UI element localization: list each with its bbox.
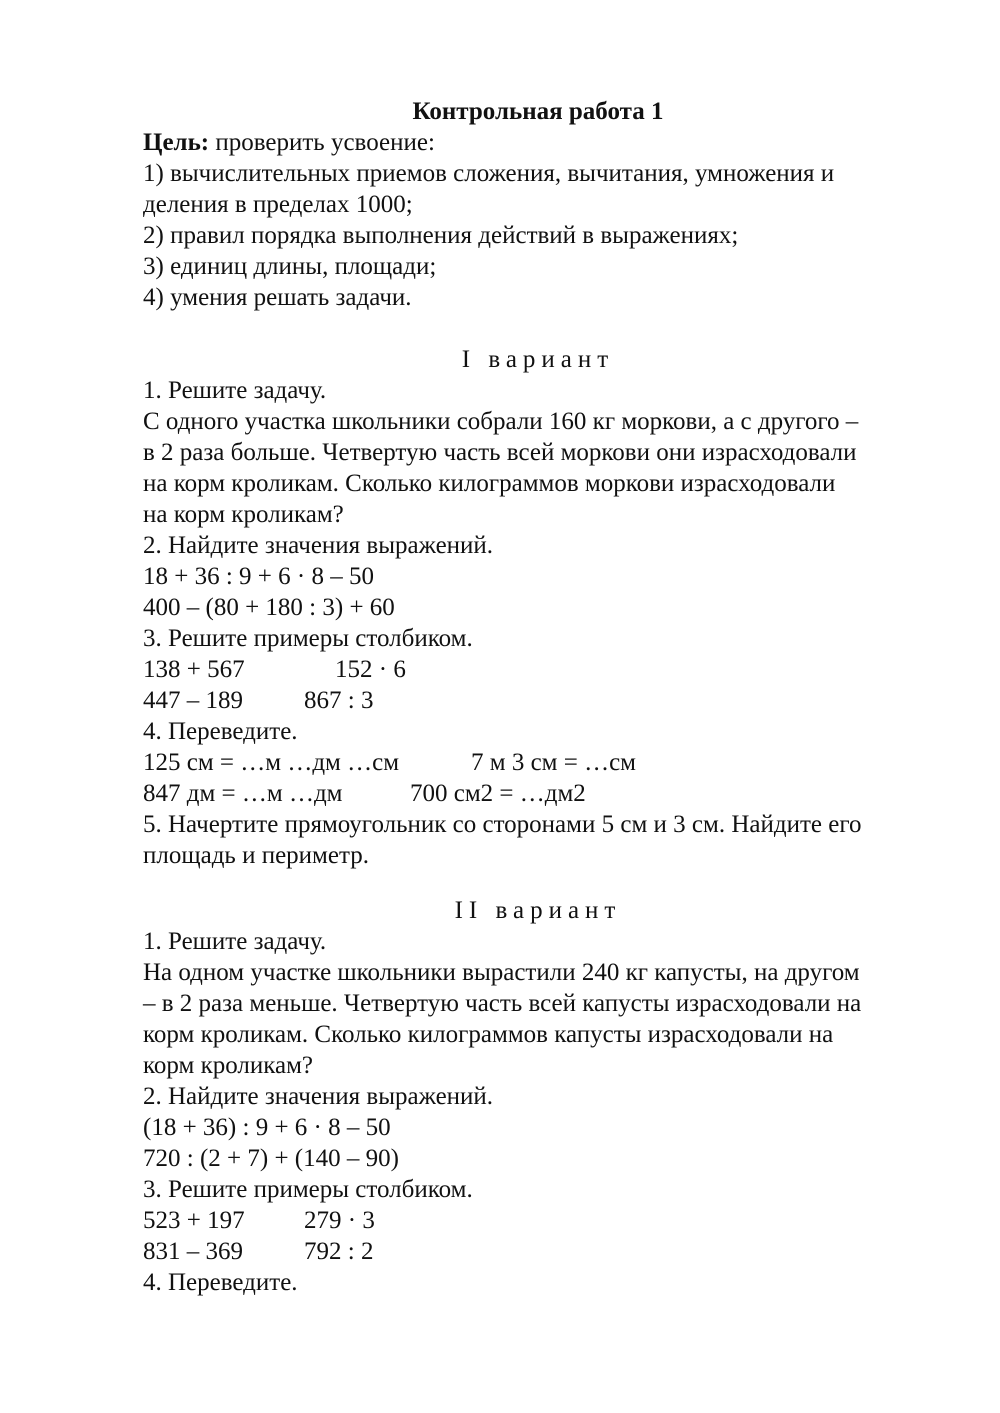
v1-task3-row1 — [143, 654, 933, 685]
v2-task1-line: корм кроликам? — [143, 1052, 314, 1079]
v1-task1-line: в 2 раза больше. Четвертую часть всей моркови они израсходовали — [143, 439, 857, 466]
goal-item-1: 1) вычислительных приемов сложения, вычитания, умножения и — [143, 160, 835, 187]
v2-task1-label: 1. Решите задачу. — [143, 928, 327, 955]
v1-task4-label: 4. Переведите. — [143, 718, 298, 745]
variant2-heading: II вариант — [454, 897, 622, 924]
v1-task5-line1: 5. Начертите прямоугольник со сторонами 5 см и 3 см. Найдите его — [143, 811, 862, 838]
goal-text: проверить усвоение: — [209, 129, 435, 156]
v1-task4-conv-c: 847 дм = …м …дм — [143, 780, 343, 807]
v1-task4-row2 — [143, 778, 933, 809]
v2-task3-row2 — [143, 1236, 933, 1267]
v1-task4-conv-b: 7 м 3 см = …см — [471, 749, 637, 776]
v1-task3-label: 3. Решите примеры столбиком. — [143, 625, 473, 652]
v2-task3-ex-a: 523 + 197 — [143, 1207, 245, 1234]
goal-item-4: 4) умения решать задачи. — [143, 284, 412, 311]
variant1-heading: I вариант — [461, 346, 615, 373]
v1-task3-ex-a: 138 + 567 — [143, 656, 245, 683]
v1-task3-ex-c: 447 – 189 — [143, 687, 243, 714]
v1-task3-row2 — [143, 685, 933, 716]
goal-item-3: 3) единиц длины, площади; — [143, 253, 437, 280]
v2-task2-label: 2. Найдите значения выражений. — [143, 1083, 494, 1110]
goal-line — [143, 127, 933, 158]
v1-task2-expr2: 400 – (80 + 180 : 3) + 60 — [143, 594, 395, 621]
document-content — [143, 96, 933, 1298]
v2-task1-line: корм кроликам. Сколько килограммов капусты израсходовали на — [143, 1021, 834, 1048]
v2-task3-ex-d: 792 : 2 — [304, 1238, 374, 1265]
v2-task3-ex-b: 279 · 3 — [304, 1207, 375, 1234]
v2-task1-line: На одном участке школьники вырастили 240 кг капусты, на другом — [143, 959, 860, 986]
v1-task4-conv-d: 700 см2 = …дм2 — [410, 780, 586, 807]
v1-task3-ex-d: 867 : 3 — [304, 687, 374, 714]
v2-task1-line: – в 2 раза меньше. Четвертую часть всей капусты израсходовали на — [143, 990, 862, 1017]
v2-task3-row1 — [143, 1205, 933, 1236]
v1-task4-row1 — [143, 747, 933, 778]
v1-task1-line: на корм кроликам. Сколько килограммов моркови израсходовали — [143, 470, 836, 497]
goal-item-2: 2) правил порядка выполнения действий в выражениях; — [143, 222, 739, 249]
goal-item-1-cont: деления в пределах 1000; — [143, 191, 413, 218]
v1-task1-label: 1. Решите задачу. — [143, 377, 327, 404]
v1-task5-line2: площадь и периметр. — [143, 842, 369, 869]
v2-task4-label: 4. Переведите. — [143, 1269, 298, 1296]
v2-task2-expr1: (18 + 36) : 9 + 6 · 8 – 50 — [143, 1114, 391, 1141]
v1-task3-ex-b: 152 · 6 — [335, 656, 406, 683]
goal-label: Цель: — [143, 129, 210, 156]
v1-task1-line: на корм кроликам? — [143, 501, 344, 528]
v1-task2-expr1: 18 + 36 : 9 + 6 · 8 – 50 — [143, 563, 374, 590]
v2-task3-label: 3. Решите примеры столбиком. — [143, 1176, 473, 1203]
v2-task2-expr2: 720 : (2 + 7) + (140 – 90) — [143, 1145, 399, 1172]
v1-task4-conv-a: 125 см = …м …дм …см — [143, 749, 400, 776]
document-title: Контрольная работа 1 — [412, 98, 664, 125]
v1-task1-line: С одного участка школьники собрали 160 кг моркови, а с другого – — [143, 408, 859, 435]
v2-task3-ex-c: 831 – 369 — [143, 1238, 243, 1265]
v1-task2-label: 2. Найдите значения выражений. — [143, 532, 494, 559]
